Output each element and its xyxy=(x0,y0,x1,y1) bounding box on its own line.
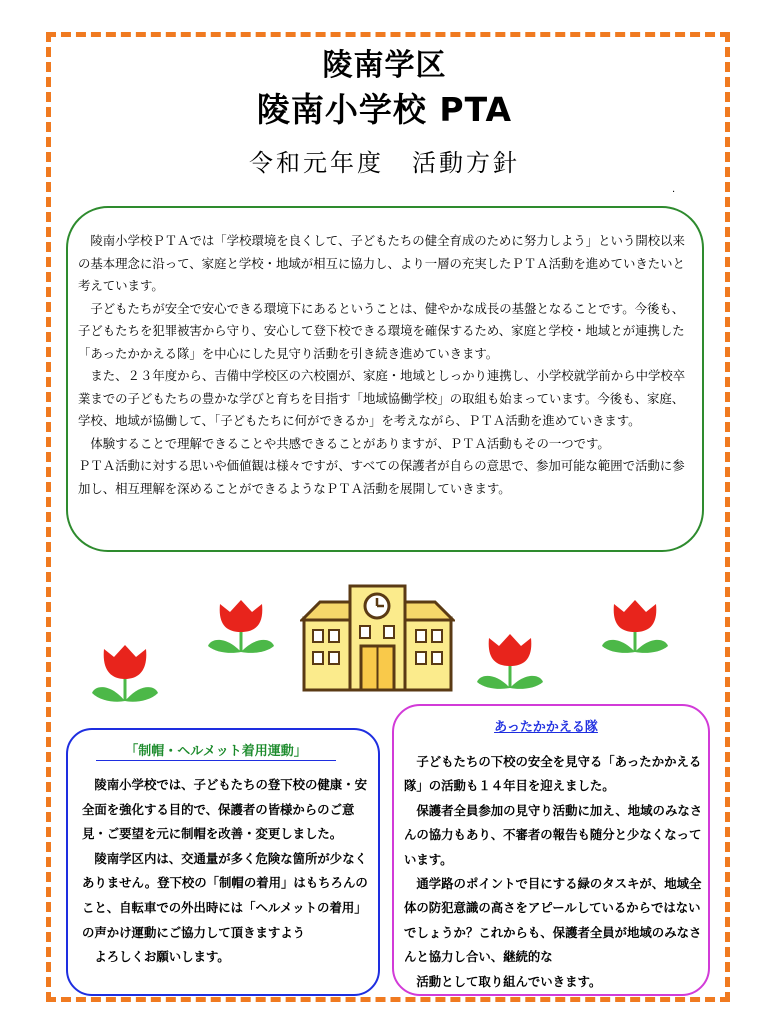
kaeru-paragraph: 保護者全員参加の見守り活動に加え、地域のみなさんの協力もあり、不審者の報告も随分と少なくなっています。 xyxy=(404,802,703,867)
helmet-paragraph: 陵南小学校では、子どもたちの登下校の健康・安全面を強化する目的で、保護者の皆様からのご意見・ご要望を元に制帽を改善・変更しました。 xyxy=(82,777,367,842)
kaeru-paragraph: 子どもたちの下校の安全を見守る「あったかかえる隊」の活動も１４年目を迎えました。 xyxy=(404,754,702,794)
year-label: 令和元年度 xyxy=(249,149,384,177)
kaeru-paragraph: 通学路のポイントで目にする緑のタスキが、地域全体の防犯意識の高さをアピールしているからではないでしょうか？これからも、保護者全員が地域のみなさんと協力し合い、継続的な xyxy=(404,876,702,965)
kaeru-paragraph: 活動として取り組んでいきます。 xyxy=(416,973,602,989)
tulip-icon xyxy=(475,632,545,692)
subject-label: 活動方針 xyxy=(412,149,520,177)
helmet-campaign-text xyxy=(82,773,374,970)
tulip-icon xyxy=(600,598,670,656)
helmet-campaign-heading: 「制帽・ヘルメット着用運動」 xyxy=(96,740,336,761)
school-pta-title: 陵南小学校 PTA xyxy=(256,90,513,129)
tulip-icon xyxy=(90,643,160,705)
district-title: 陵南学区 xyxy=(322,48,447,83)
helmet-paragraph: 陵南学区内は、交通量が多く危険な箇所が少なくありません。登下校の「制帽の着用」はもちろんのこと、自転車での外出時には「ヘルメットの着用」の声かけ運動にご協力して頂きますよう xyxy=(82,850,368,940)
policy-paragraph: 子どもたちが安全で安心できる環境下にあるということは、健やかな成長の基盤となることです。今後も、子どもたちを犯罪被害から守り、安心して登下校できる環境を確保するため、家庭と学校・地域とが連携した「あったかかえる隊」を中心にした見守り活動を引き続き進めていきます。 xyxy=(78,300,685,361)
policy-text xyxy=(78,230,696,500)
policy-paragraph: ＰＴＡ活動に対する思いや価値観は様々ですが、すべての保護者が自らの意思で、参加可能な範囲で活動に参加し、相互理解を深めることができるようなＰＴＡ活動を展開していきます。 xyxy=(78,458,685,496)
tulip-icon xyxy=(206,598,276,656)
policy-paragraph: 陵南小学校ＰＴＡでは「学校環境を良くして、子どもたちの健全育成のために努力しよう」という開校以来の基本理念に沿って、家庭と学校・地域が相互に協力し、より一層の充実したＰＴＡ活動を進めていきたいと考えています。 xyxy=(78,233,685,293)
stray-mark: . xyxy=(672,184,676,195)
helmet-paragraph: よろしくお願いします。 xyxy=(94,949,230,965)
policy-paragraph: また、２３年度から、吉備中学校区の六校園が、家庭・地域としっかり連携し、小学校就学前から中学校卒業までの子どもたちの豊かな学びと育ちを目指す「地域協働学校」の取組も始まっています。今後も、家庭、学校、地域が協働して、「子どもたちに何ができるか」を考えながら、ＰＴＡ活動を進めていきます。 xyxy=(78,368,686,428)
policy-paragraph: 体験することで理解できることや共感できることがありますが、ＰＴＡ活動もその一つです。 xyxy=(90,435,610,451)
kaeru-patrol-heading: あったかかえる隊 xyxy=(494,720,598,735)
school-building-icon xyxy=(300,580,455,692)
kaeru-patrol-text xyxy=(404,750,704,994)
policy-title xyxy=(0,143,769,178)
